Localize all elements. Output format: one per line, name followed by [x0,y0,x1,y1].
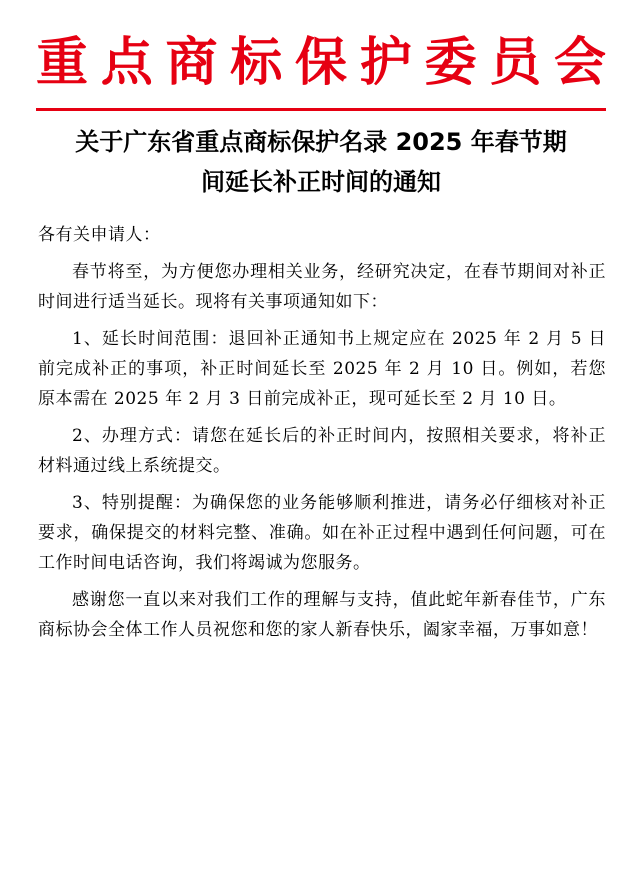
letterhead-title: 重点商标保护委员会 [36,32,606,93]
letterhead-divider [36,108,606,111]
notice-title-line-2: 间延长补正时间的通知 [201,168,441,196]
item-extension-range: 1、延长时间范围：退回补正通知书上规定应在 2025 年 2 月 5 日前完成补正的事项，补正时间延长至 2025 年 2 月 10 日。例如，若您原本需在 2025 年 2 月 3 日前完成补正，现可延长至 2 月 10 日。 [38,329,606,409]
notice-title-line-1: 关于广东省重点商标保护名录 2025 年春节期 [75,128,567,156]
notice-body [38,220,606,652]
item-handling-method: 2、办理方式：请您在延长后的补正时间内，按照相关要求，将补正材料通过线上系统提交。 [38,426,606,476]
closing-paragraph: 感谢您一直以来对我们工作的理解与支持，值此蛇年新春佳节，广东商标协会全体工作人员祝您和您的家人新春快乐，阖家幸福，万事如意！ [38,590,606,640]
notice-title [36,122,606,202]
salutation: 各有关申请人： [38,225,161,245]
item-special-reminder: 3、特别提醒：为确保您的业务能够顺利推进，请务必仔细核对补正要求，确保提交的材料完整、准确。如在补正过程中遇到任何问题，可在工作时间电话咨询，我们将竭诚为您服务。 [38,493,606,573]
intro-paragraph: 春节将至，为方便您办理相关业务，经研究决定，在春节期间对补正时间进行适当延长。现将有关事项通知如下： [38,262,606,312]
